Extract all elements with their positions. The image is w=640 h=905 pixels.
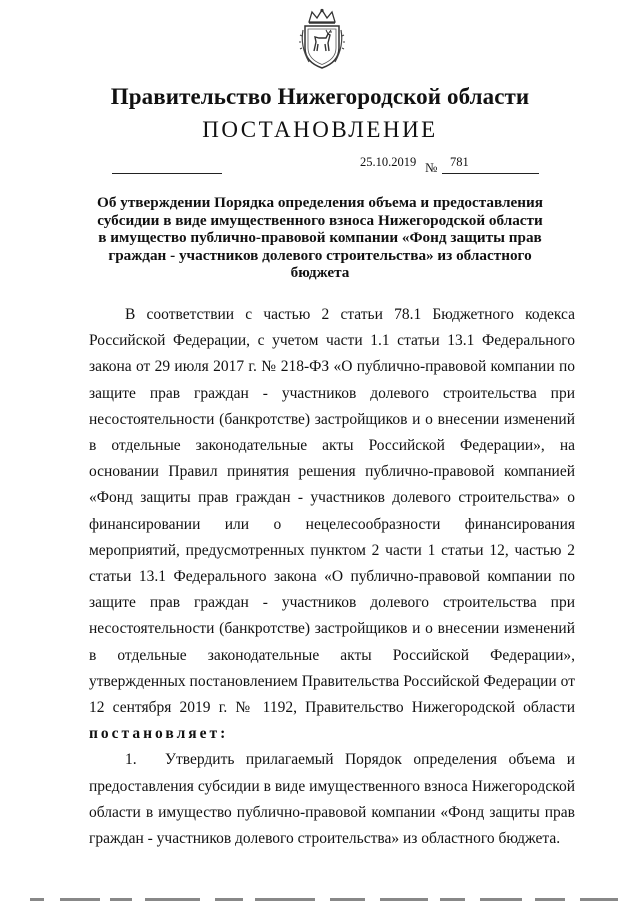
item-1-paragraph — [89, 747, 575, 852]
document-date: 25.10.2019 — [360, 155, 417, 169]
document-title: Об утверждении Порядка определения объема и предоставления субсидии в виде имущественного взноса Нижегородской области в имущество публично-правовой компании «Фонд защиты прав граждан - участников долевого строительства» из областного бюджета — [97, 194, 543, 281]
document-body — [89, 302, 575, 852]
item-1-text: Утвердить прилагаемый Порядок определения объема и предоставления субсидии в виде имущественного взноса Нижегородской области в имущество публично-правовой компании «Фонд защиты прав граждан - участников долевого строительства» из областного бюджета. — [89, 751, 575, 848]
organization-name: Правительство Нижегородской области — [110, 84, 530, 109]
item-1-number: 1. — [125, 751, 137, 769]
preamble-paragraph — [89, 302, 575, 747]
preamble-text: В соответствии с частью 2 статьи 78.1 Бюджетного кодекса Российской Федерации, с учетом части 1.1 статьи 13.1 Федерального закона от 29 июля 2017 г. № 218-ФЗ «О публично-правовой компании по защите прав граждан - участников долевого строительства при несостоятельности (банкротстве) застройщиков и о внесении изменений в отдельные законодательные акты Российской Федерации», на основании Правил принятия решения публично-правовой компанией «Фонд защиты прав граждан - участников долевого строительства» о финансировании или о нецелесообразности финансирования мероприятий, предусмотренных пунктом 2 части 1 статьи 12, частью 2 статьи 13.1 Федерального закона «О публично-правовой компании по защите прав граждан - участников долевого строительства при несостоятельности (банкротстве) застройщиков и о внесении изменений в отдельные законодательные акты Российской Федерации», утвержденных постановлением Правительства Российской Федерации от 12 сентября 2019 г. № 1192, Правительство Нижегородской области — [89, 306, 575, 717]
number-sign: № — [425, 160, 438, 175]
number-underline — [442, 173, 539, 174]
coat-of-arms-icon — [299, 8, 345, 70]
document-type: ПОСТАНОВЛЕНИЕ — [202, 117, 438, 142]
resolves-word: постановляет: — [89, 725, 229, 743]
scan-edge-artifact — [0, 893, 640, 905]
document-number: 781 — [450, 155, 469, 169]
signature-line — [112, 173, 222, 174]
